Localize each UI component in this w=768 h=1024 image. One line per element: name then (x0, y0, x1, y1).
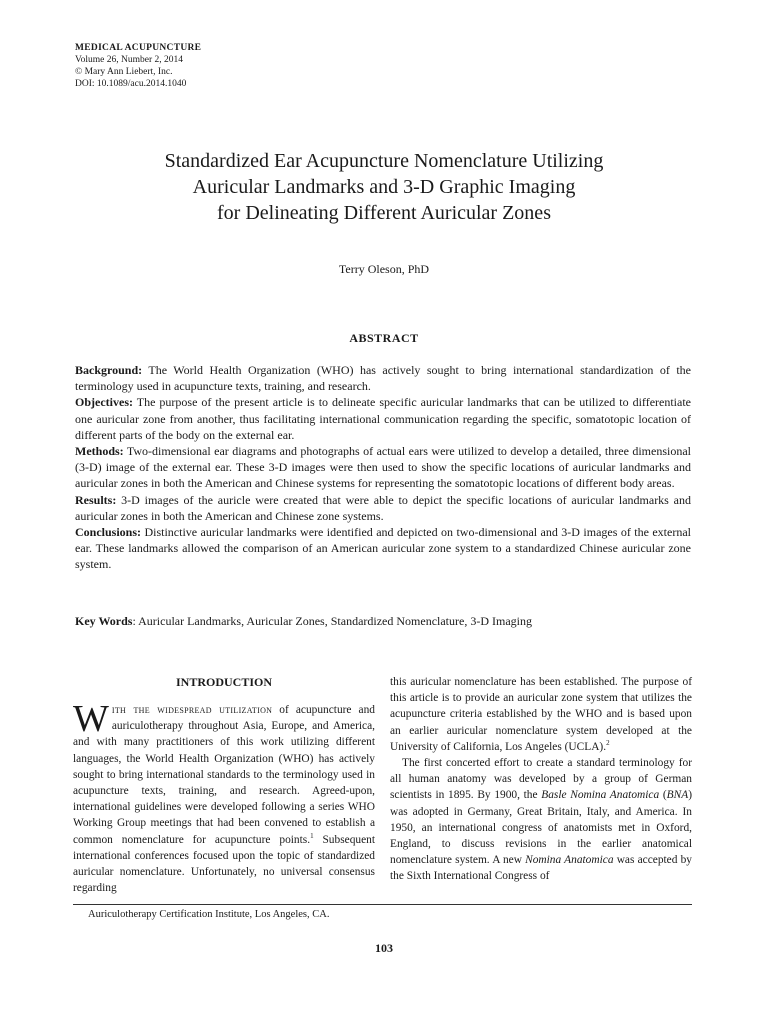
keywords-label: Key Words (75, 614, 133, 628)
abstract-body (75, 362, 691, 573)
keywords-text: : Auricular Landmarks, Auricular Zones, Standardized Nomenclature, 3-D Imaging (132, 614, 532, 628)
journal-name: MEDICAL ACUPUNCTURE (75, 43, 202, 53)
title-line-1: Standardized Ear Acupuncture Nomenclature Utilizing (164, 150, 604, 172)
page-number: 103 (375, 941, 393, 955)
left-column (73, 674, 375, 896)
background-text: The World Health Organization (WHO) has actively sought to bring international standardization of the terminology used in acupuncture texts, training, and research. (75, 363, 691, 394)
background-label: Background: (75, 363, 143, 377)
right-paragraph-1 (390, 674, 692, 755)
right-text-2c: ) was adopted in Germany, Great Britain, Italy, and America. In 1950, an international congress of anatomists met in Oxford, England, to discuss revisions in the earlier anatomical nomenclature system. A new (390, 789, 692, 867)
bna-abbreviation: BNA (666, 789, 689, 802)
journal-copyright: © Mary Ann Liebert, Inc. (75, 67, 173, 77)
right-column (390, 674, 692, 885)
methods-text: Two-dimensional ear diagrams and photographs of actual ears were utilized to develop a detailed, three dimensional (3-D) image of the external ear. These 3-D images were then used to show the specific locations of auricular landmarks and auricular zones in both the American and Chinese systems for representing the somatotopic locations of different body areas. (75, 444, 691, 491)
objectives-text: The purpose of the present article is to delineate specific auricular landmarks that can be utilized to differentiate one auricular zone from another, thus facilitating international communication regarding the specific, somatotopic location of different parts of the body on the external ear. (75, 395, 691, 442)
conclusions-text: Distinctive auricular landmarks were identified and depicted on two-dimensional and 3-D images of the external ear. These landmarks allowed the comparison of an American auricular zone system to a standardized Chinese auricular zone system. (75, 525, 691, 572)
author-name: Terry Oleson, PhD (338, 262, 430, 276)
results-text: 3-D images of the auricle were created that were able to depict the specific locations of auricular landmarks and auricular zones in both the American and Chinese zone systems. (75, 492, 691, 523)
conclusions-label: Conclusions: (75, 525, 142, 540)
affiliation-footnote: Auriculotherapy Certification Institute, Los Angeles, CA. (88, 909, 330, 920)
abstract-heading: ABSTRACT (349, 331, 419, 345)
right-text-2b: ( (659, 789, 667, 802)
objectives-label: Objectives: (75, 395, 133, 410)
right-text-2d: was accepted by the Sixth International Congress of (390, 854, 692, 883)
right-paragraph-2 (390, 755, 692, 885)
introduction-heading: INTRODUCTION (175, 675, 272, 689)
footnote-divider (73, 904, 692, 905)
journal-volume: Volume 26, Number 2, 2014 (75, 55, 184, 65)
reference-1: 1 (310, 831, 314, 840)
intro-smallcaps: ith the widespread utilization (111, 704, 273, 716)
keywords (75, 613, 691, 629)
abstract-methods (75, 443, 691, 492)
intro-paragraph-1 (73, 698, 375, 896)
right-text-1: this auricular nomenclature has been established. The purpose of this article is to provide an auricular zone system that utilizes the acupuncture criteria established by the WHO and is based upon an earlier auricular nomenclature system developed at the University of California, Los Angeles (UCLA). (390, 676, 692, 753)
title-line-3: for Delineating Different Auricular Zones (217, 202, 551, 224)
abstract-conclusions (75, 524, 691, 573)
results-label: Results: (75, 492, 117, 507)
journal-doi: DOI: 10.1089/acu.2014.1040 (75, 79, 187, 89)
bna-name: Basle Nomina Anatomica (541, 789, 660, 802)
abstract-background (75, 362, 691, 394)
article-title (60, 148, 708, 226)
intro-text-b: Subsequent international conferences focused upon the topic of standardized auricular nomenclature. Unfortunately, no universal consensus regarding (73, 833, 375, 895)
drop-cap: W (73, 698, 109, 740)
reference-2: 2 (606, 739, 610, 748)
right-text-2a: The first concerted effort to create a standard terminology for all human anatomy was developed by a group of German scientists in 1895. By 1900, the (390, 757, 692, 802)
journal-masthead (75, 42, 201, 90)
title-line-2: Auricular Landmarks and 3-D Graphic Imaging (192, 176, 576, 198)
abstract-objectives (75, 394, 691, 443)
methods-label: Methods: (75, 444, 124, 459)
intro-text-a: of acupuncture and auriculotherapy throughout Asia, Europe, and America, and with many practitioners of this work utilizing different languages, the World Health Organization (WHO) has actively sought to bring international standards to the terminology used in acupuncture texts, training, and research. Agreed-upon, international guidelines were developed following a series WHO Working Group meetings that had been convened to establish a common nomenclature for acupuncture points. (73, 704, 375, 846)
abstract-results (75, 492, 691, 524)
nomina-anatomica: Nomina Anatomica (525, 854, 614, 867)
